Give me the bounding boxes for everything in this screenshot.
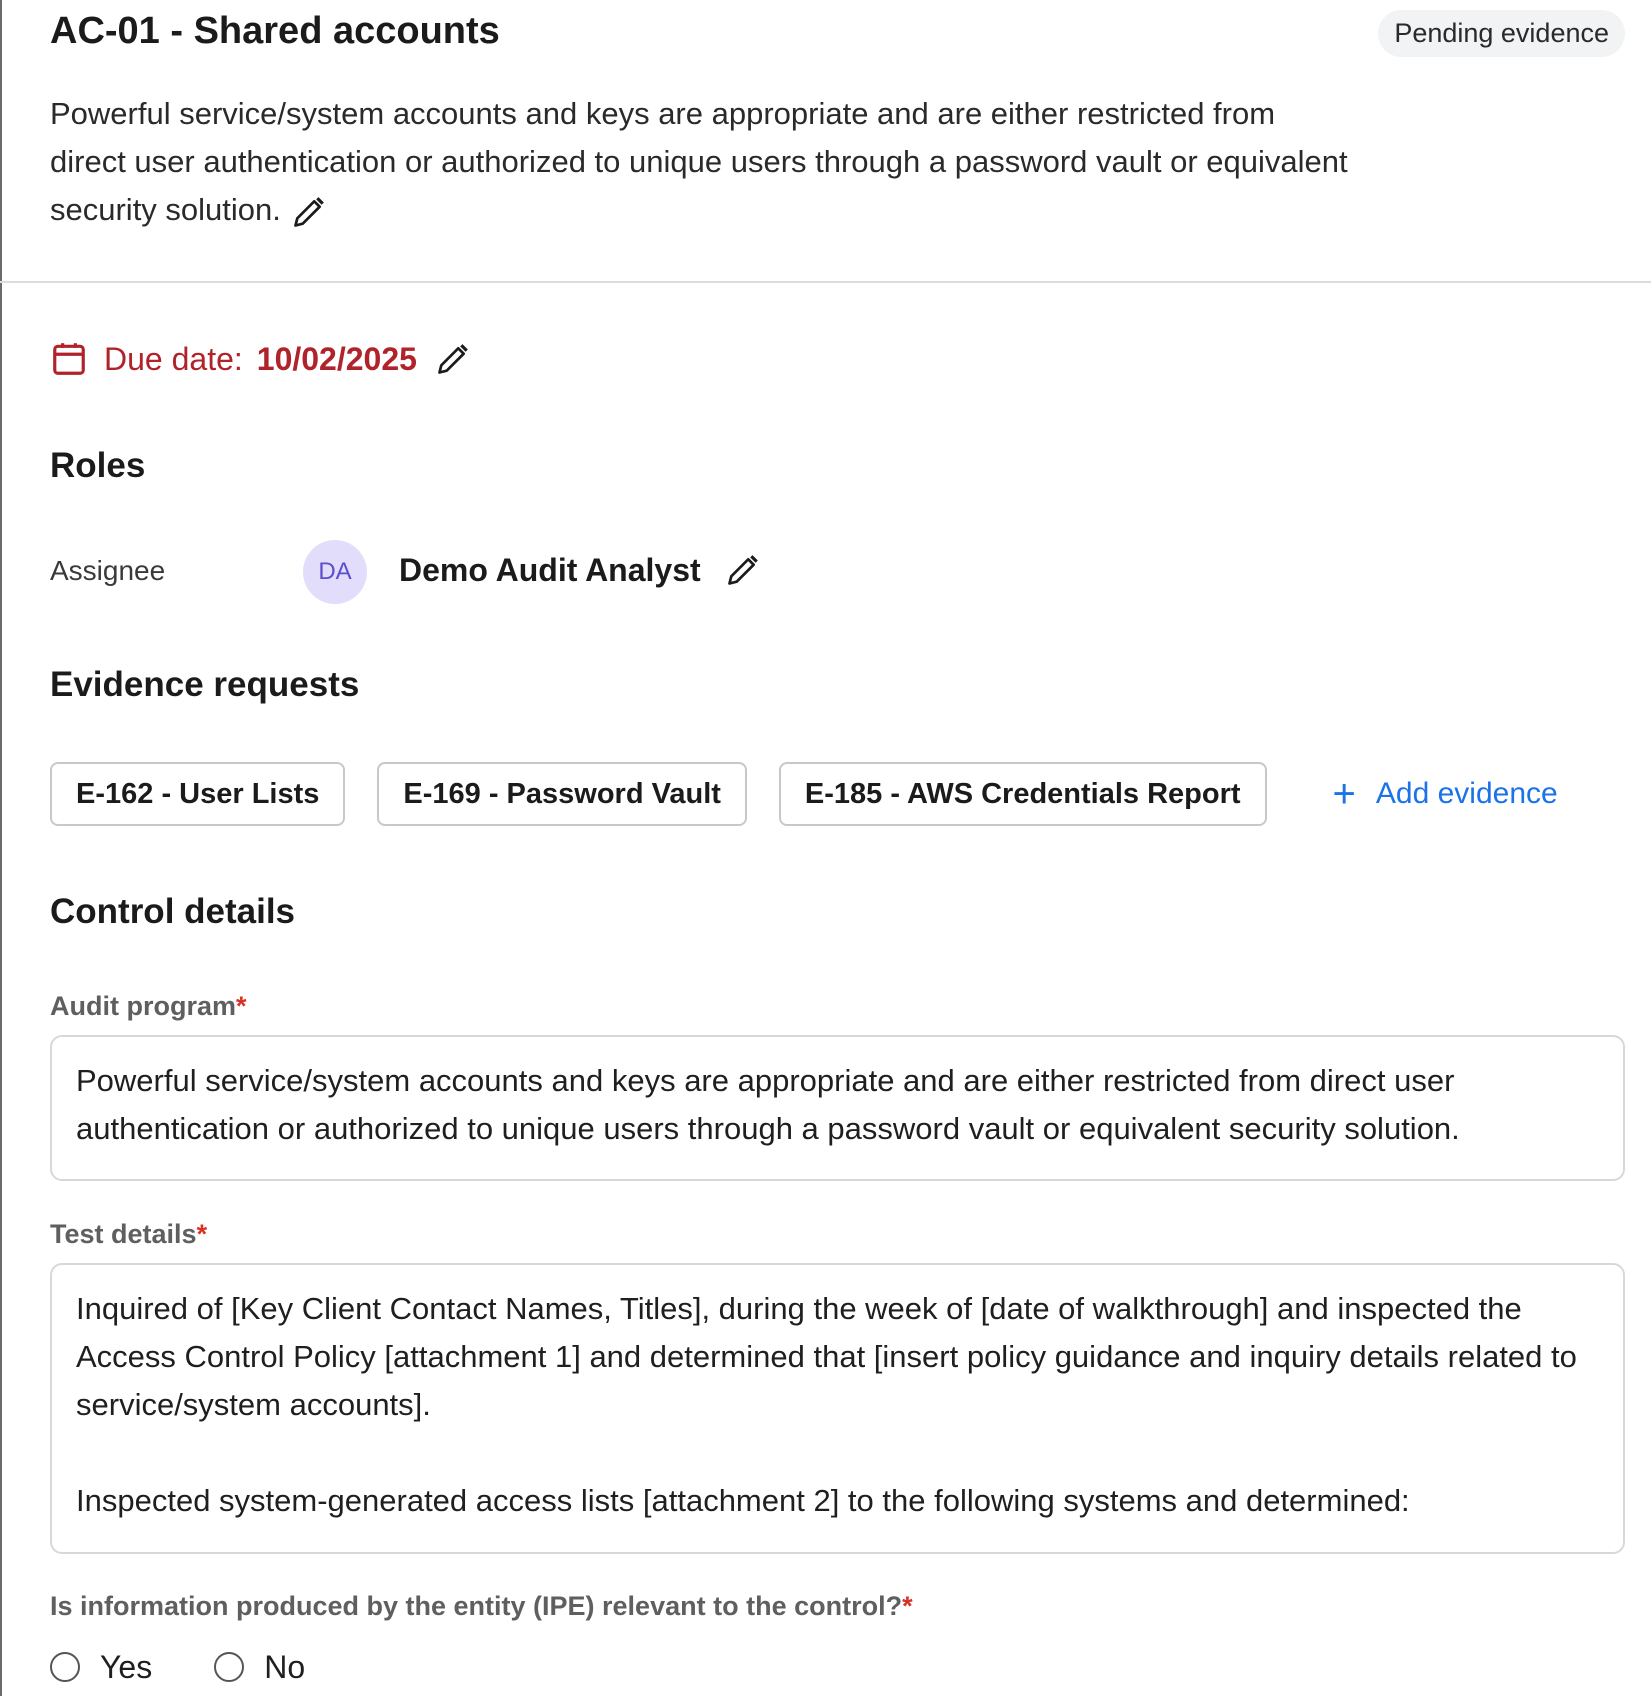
evidence-chip-e185[interactable]: E-185 - AWS Credentials Report [779, 762, 1267, 826]
avatar: DA [303, 540, 367, 604]
ipe-radio-group [50, 1645, 367, 1689]
radio-circle-no[interactable] [214, 1652, 244, 1682]
test-details-field[interactable]: Inquired of [Key Client Contact Names, Titles], during the week of [date of walkthrough] and inspected the Access Control Policy [attachment 1] and determined that [insert policy guidance and inquiry details related to service/system accounts]. Inspected system-generated access lists [attachment 2] to the following systems and determined: [50, 1263, 1625, 1554]
radio-label-no: No [264, 1648, 306, 1685]
evidence-request-list [50, 760, 1558, 828]
ipe-option-yes[interactable] [50, 1649, 152, 1686]
page-title: AC-01 - Shared accounts [50, 10, 500, 52]
add-evidence-label: Add evidence [1375, 777, 1558, 810]
edit-assignee-icon[interactable] [725, 552, 761, 588]
panel-left-border [0, 0, 2, 1696]
evidence-chip-e162[interactable]: E-162 - User Lists [50, 762, 345, 826]
plus-icon: + [1332, 772, 1356, 816]
radio-label-yes: Yes [100, 1648, 153, 1685]
evidence-chip-e169[interactable]: E-169 - Password Vault [377, 762, 747, 826]
radio-circle-yes[interactable] [50, 1652, 80, 1682]
add-evidence-button[interactable] [1333, 774, 1558, 814]
test-details-label [50, 1219, 207, 1250]
test-details-label-text: Test details [50, 1219, 197, 1249]
status-badge: Pending evidence [1378, 10, 1625, 57]
edit-description-icon[interactable] [291, 194, 327, 230]
roles-heading: Roles [50, 446, 146, 485]
due-date-row [50, 334, 471, 384]
ipe-option-no[interactable] [214, 1649, 305, 1686]
control-description [50, 90, 1350, 234]
audit-program-label-text: Audit program [50, 991, 236, 1021]
required-marker: * [236, 991, 247, 1021]
assignee-label: Assignee [50, 555, 166, 586]
audit-program-label [50, 991, 247, 1022]
required-marker: * [196, 1219, 208, 1249]
control-details-heading: Control details [50, 892, 296, 931]
evidence-requests-heading: Evidence requests [50, 665, 360, 704]
due-date-label: Due date: [104, 340, 243, 377]
ipe-question-label [50, 1591, 913, 1622]
calendar-icon [50, 339, 88, 379]
audit-program-field[interactable]: Powerful service/system accounts and keys are appropriate and are either restricted from direct user authentication or authorized to unique users through a password vault or equivalent security solution. [50, 1035, 1625, 1181]
header-divider [0, 281, 1651, 283]
control-header [50, 0, 1625, 280]
edit-due-date-icon[interactable] [435, 341, 471, 377]
due-date-value: 10/02/2025 [256, 340, 417, 377]
assignee-name: Demo Audit Analyst [399, 552, 701, 588]
ipe-question-text: Is information produced by the entity (IPE) relevant to the control? [50, 1591, 903, 1621]
required-marker: * [902, 1591, 913, 1621]
assignee-row [50, 540, 950, 604]
description-text: Powerful service/system accounts and keys are appropriate and are either restricted from direct user authentication or authorized to unique users through a password vault or equivalent security solution. [50, 96, 1348, 227]
